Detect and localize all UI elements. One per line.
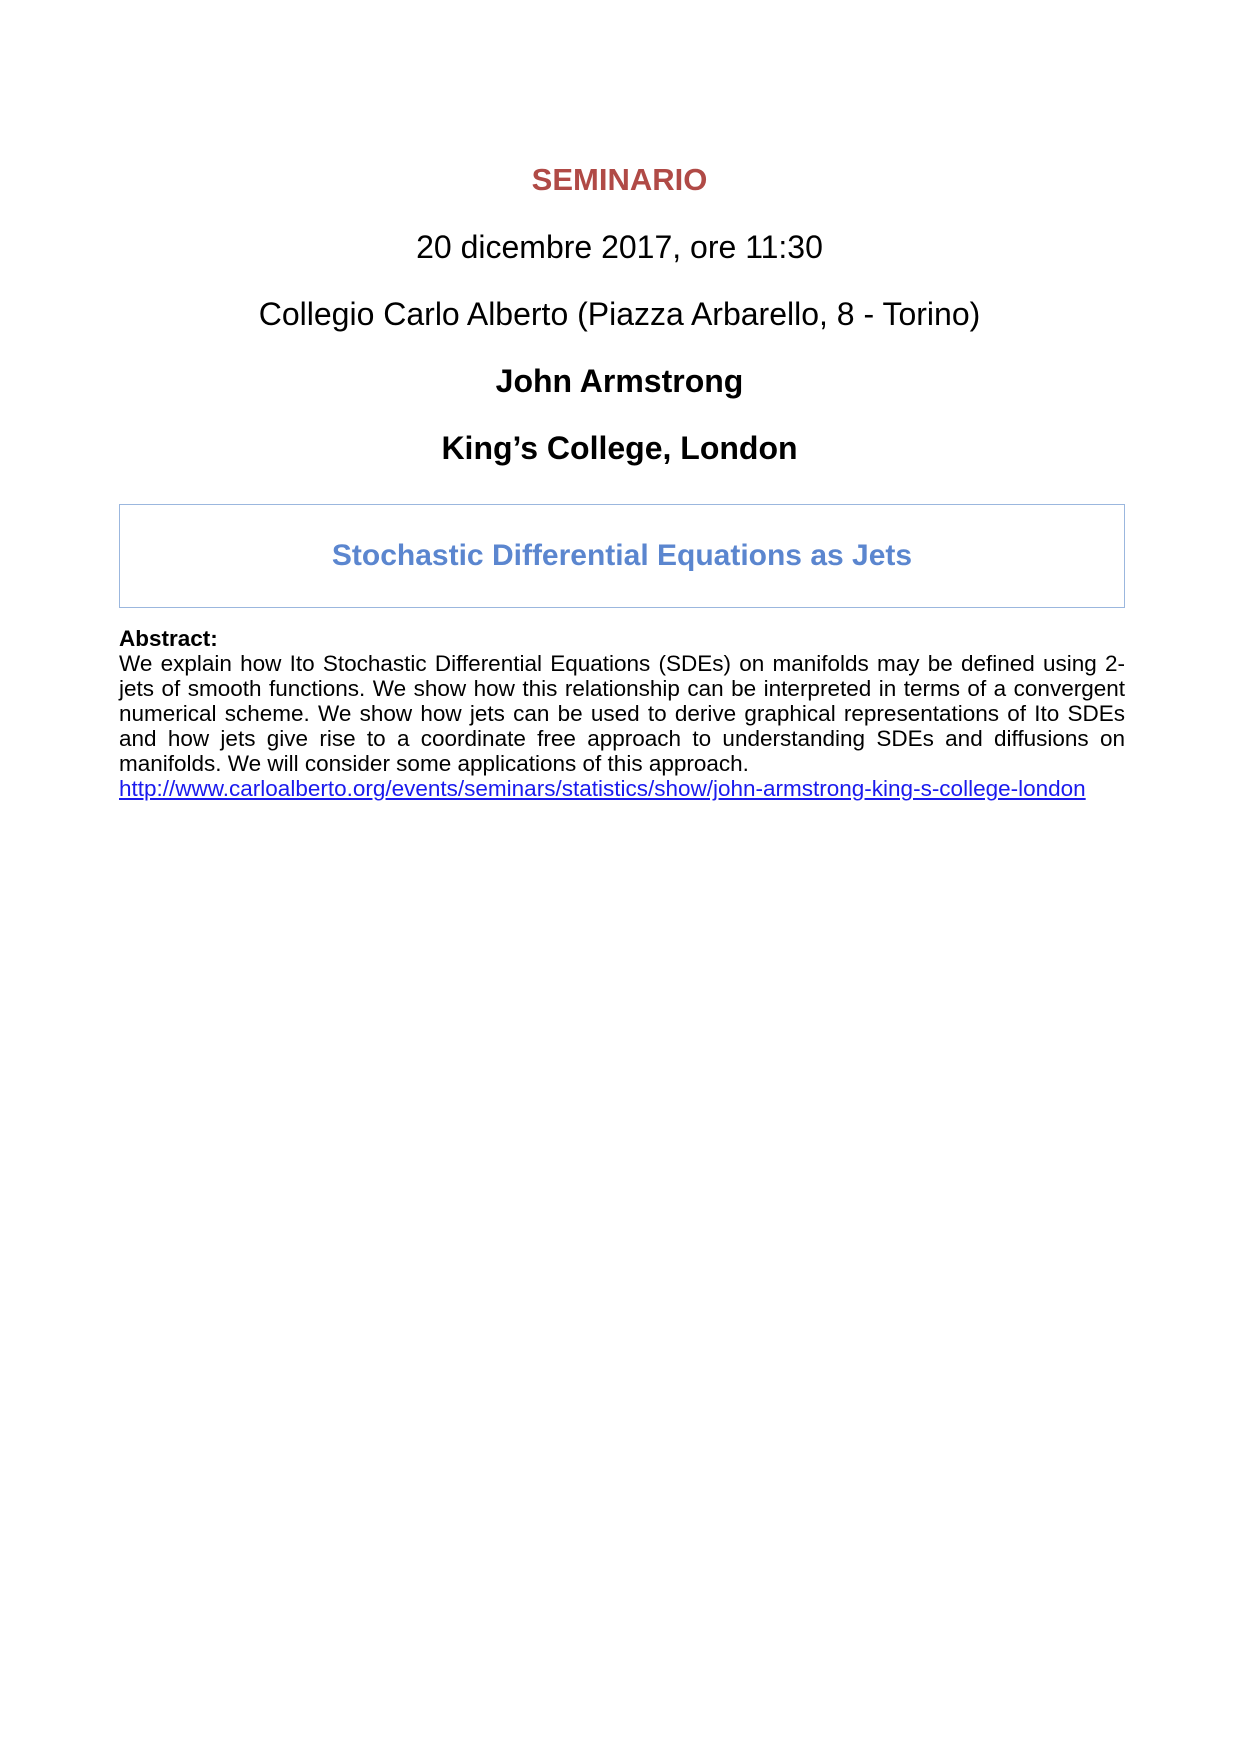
abstract-heading: Abstract: bbox=[119, 626, 218, 651]
talk-title-box bbox=[119, 504, 1125, 608]
seminar-venue: Collegio Carlo Alberto (Piazza Arbarello, 8 - Torino) bbox=[258, 296, 981, 332]
speaker-affiliation: King’s College, London bbox=[441, 430, 798, 466]
seminar-date: 20 dicembre 2017, ore 11:30 bbox=[416, 229, 823, 265]
talk-title: Stochastic Differential Equations as Jets bbox=[331, 539, 913, 572]
seminar-label: SEMINARIO bbox=[531, 162, 708, 197]
abstract-section bbox=[119, 626, 1125, 801]
abstract-text: We explain how Ito Stochastic Differential Equations (SDEs) on manifolds may be defined using 2-jets of smooth functions. We show how this relationship can be interpreted in terms of a convergent numerical scheme. We show how jets can be used to derive graphical representations of Ito SDEs and how jets give rise to a coordinate free approach to understanding SDEs and diffusions on manifolds. We will consider some applications of this approach. bbox=[119, 651, 1125, 776]
event-link[interactable]: http://www.carloalberto.org/events/seminars/statistics/show/john-armstrong-king-s-college-london bbox=[119, 776, 1086, 801]
speaker-name: John Armstrong bbox=[495, 363, 744, 399]
